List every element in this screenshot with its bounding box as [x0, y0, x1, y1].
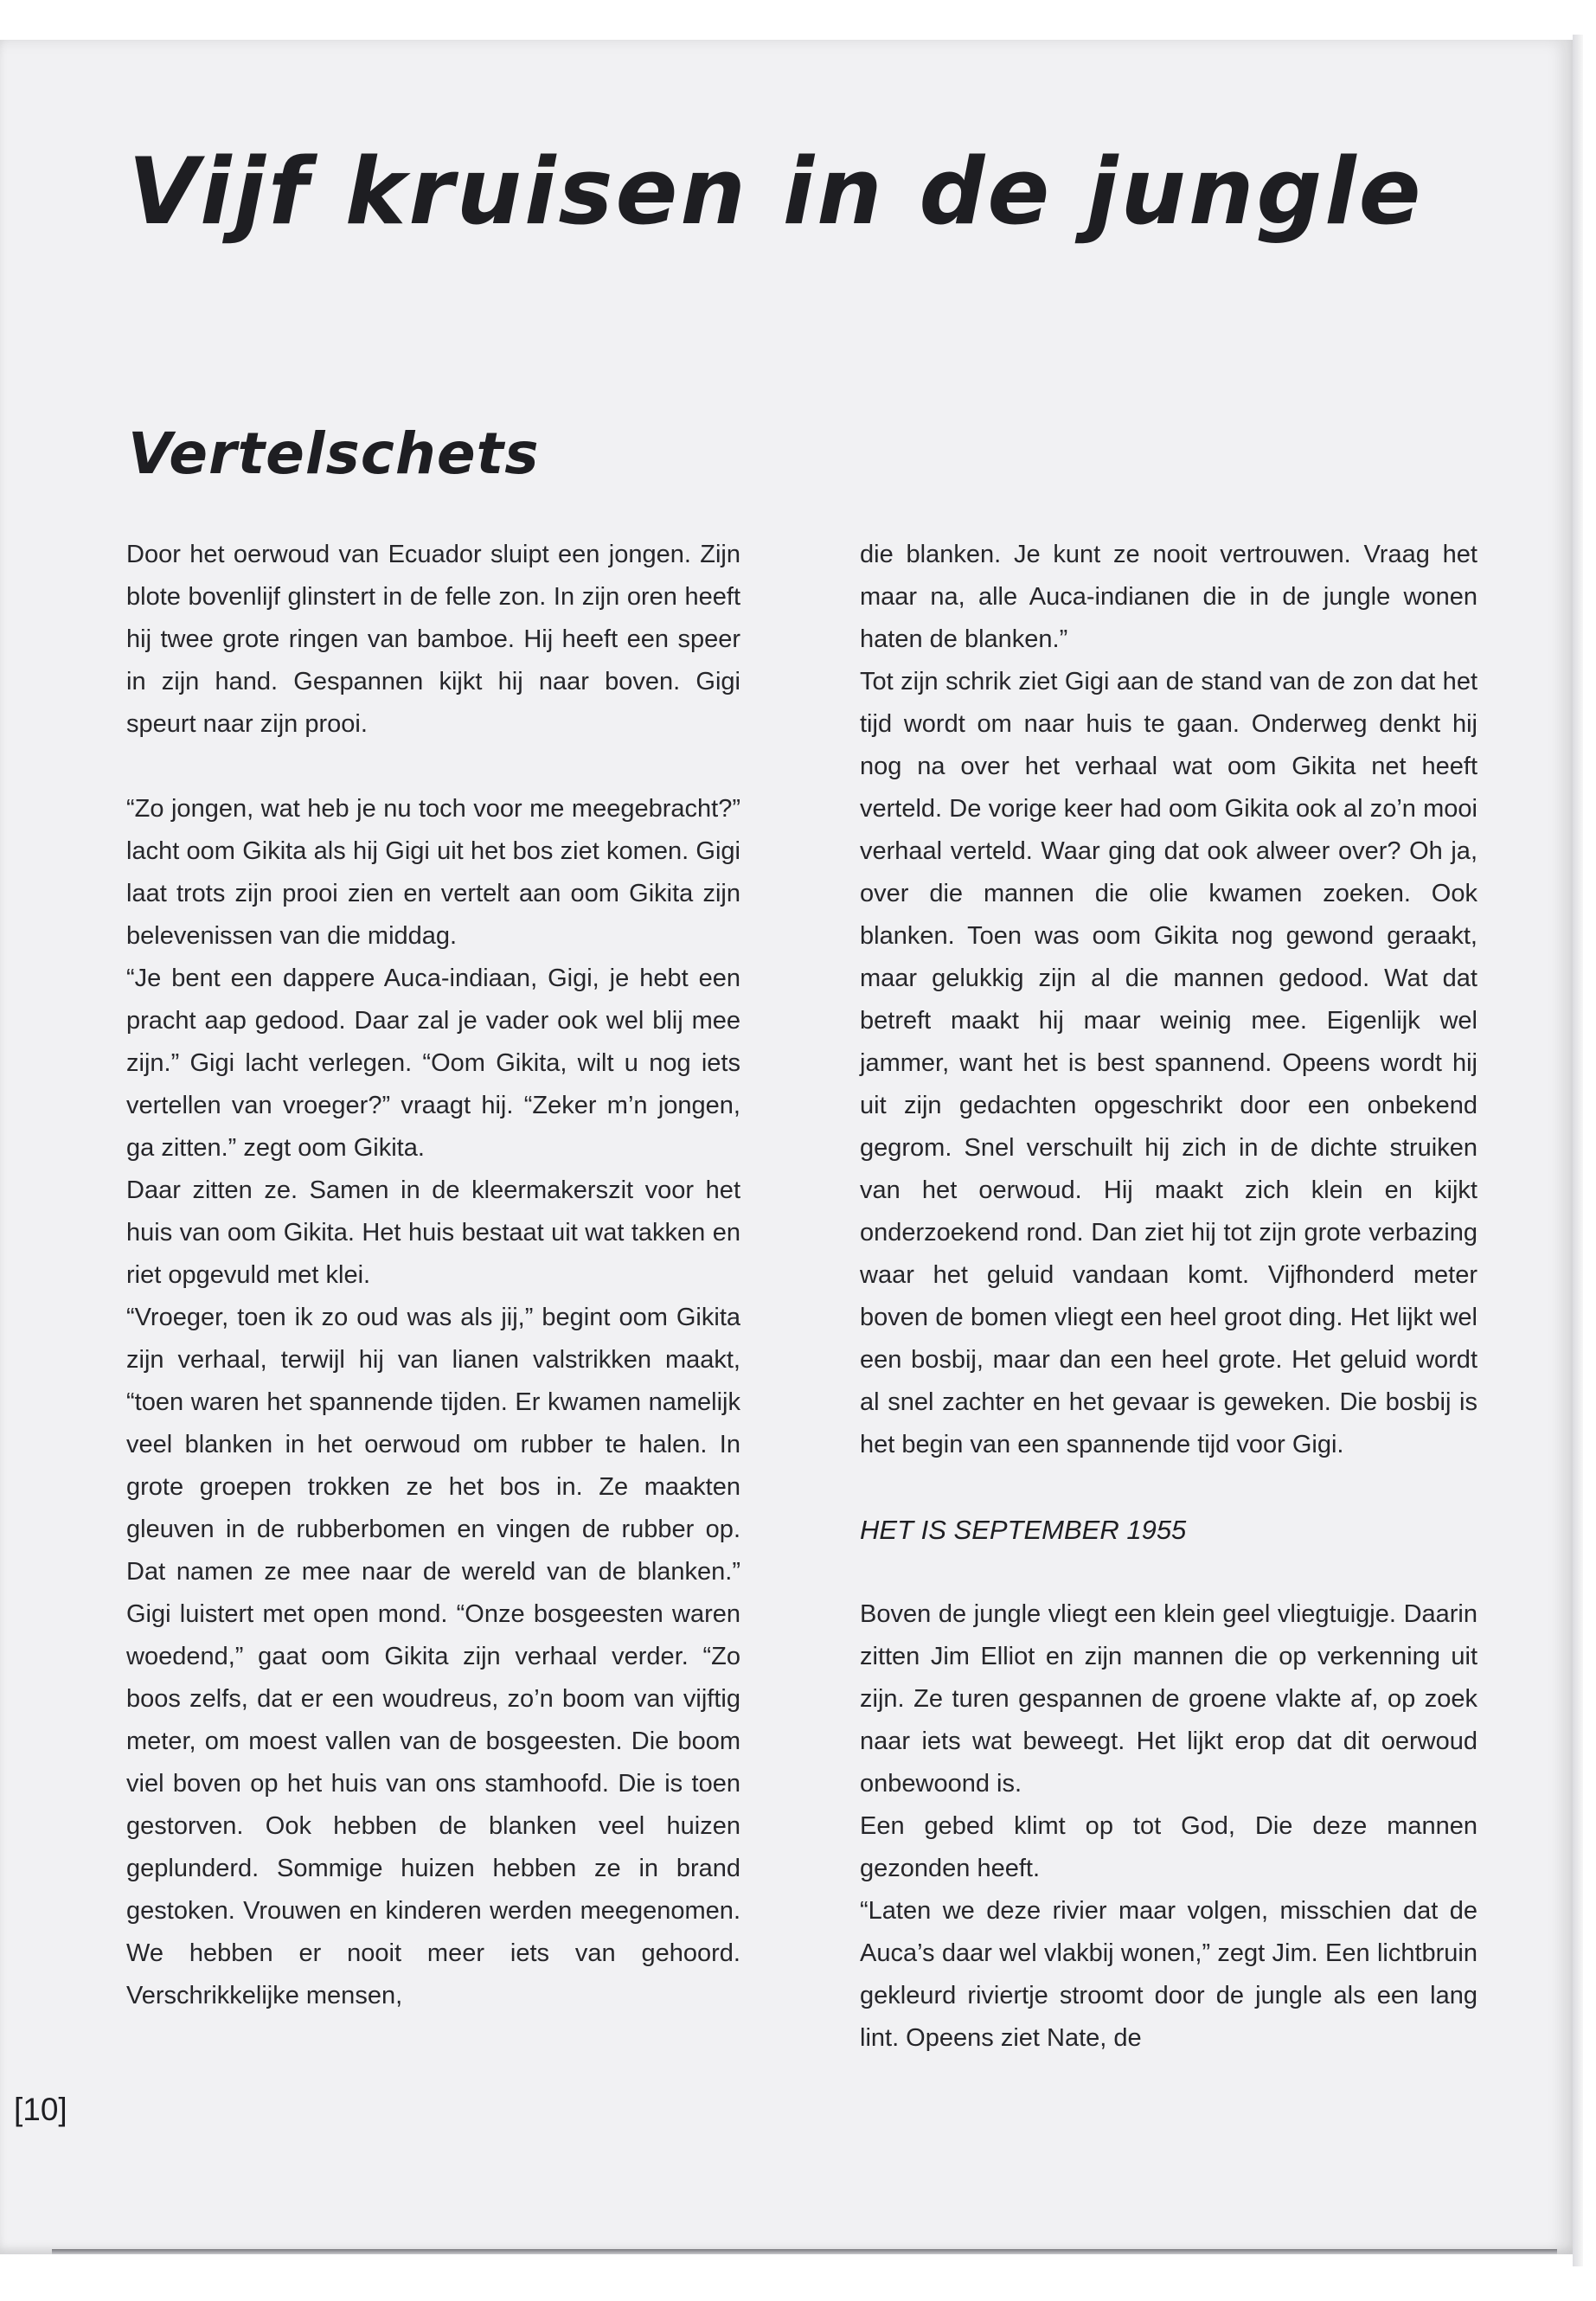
- paragraph: Een gebed klimt op tot God, Die deze mannen gezonden heeft.: [860, 1812, 1477, 1882]
- paragraph: “Zo jongen, wat heb je nu toch voor me meegebracht?” lacht oom Gikita als hij Gigi uit het bos ziet komen. Gigi laat trots zijn prooi zien en vertelt aan oom Gikita zijn belevenissen van die middag.: [126, 795, 740, 950]
- article-title: Vijf kruisen in de jungle: [128, 138, 1424, 245]
- paragraph: Daar zitten ze. Samen in de kleermakerszit voor het huis van oom Gikita. Het huis bestaat uit wat takken en riet opgevuld met klei.: [126, 1176, 740, 1289]
- paragraph: “Laten we deze rivier maar volgen, misschien dat de Auca’s daar wel vlakbij wonen,” zegt Jim. Een lichtbruin gekleurd riviertje stroomt door de jungle als een lang lint. Opeens ziet Nate, de: [860, 1897, 1477, 2052]
- paragraph: Door het oerwoud van Ecuador sluipt een jongen. Zijn blote bovenlijf glinstert in de felle zon. In zijn oren heeft hij twee grote ringen van bamboe. Hij heeft een speer in zijn hand. Gespannen kijkt hij naar boven. Gigi speurt naar zijn prooi.: [126, 541, 740, 738]
- page-number: [10]: [14, 2092, 67, 2127]
- section-heading: HET IS SEPTEMBER 1955: [860, 1515, 1187, 1545]
- right-column: [860, 534, 1477, 2060]
- paragraph: Boven de jungle vliegt een klein geel vliegtuigje. Daarin zitten Jim Elliot en zijn mannen die op verkenning uit zijn. Ze turen gespannen de groene vlakte af, op zoek naar iets wat beweegt. Het lijkt erop dat dit oerwoud onbewoond is.: [860, 1600, 1477, 1798]
- page-edge: [1573, 35, 1583, 2266]
- paragraph: “Vroeger, toen ik zo oud was als jij,” begint oom Gikita zijn verhaal, terwijl hij van lianen valstrikken maakt, “toen waren het spannende tijden. Er kwamen namelijk veel blanken in het oerwoud om rubber te halen. In grote groepen trokken ze het bos in. Ze maakten gleuven in de rubberbomen en vingen de rubber op. Dat namen ze mee naar de wereld van de blanken.” Gigi luistert met open mond. “Onze bosgeesten waren woedend,” gaat oom Gikita zijn verhaal verder. “Zo boos zelfs, dat er een woudreus, zo’n boom van vijftig meter, om moest vallen van de bosgeesten. Die boom viel boven op het huis van ons stamhoofd. Die is toen gestorven. Ook hebben de blanken veel huizen geplunderd. Sommige huizen hebben ze in brand gestoken. Vrouwen en kinderen werden meegenomen. We hebben er nooit meer iets van gehoord. Verschrikkelijke mensen,: [126, 1304, 740, 2009]
- article-subtitle: Vertelschets: [128, 420, 540, 487]
- paragraph: die blanken. Je kunt ze nooit vertrouwen. Vraag het maar na, alle Auca-indianen die in de jungle wonen haten de blanken.”: [860, 541, 1477, 653]
- left-column: [126, 534, 740, 2017]
- bottom-divider: [52, 2249, 1557, 2254]
- paragraph: Tot zijn schrik ziet Gigi aan de stand van de zon dat het tijd wordt om naar huis te gaan. Onderweg denkt hij nog na over het verhaal wat oom Gikita net heeft verteld. De vorige keer had oom Gikita ook al zo’n mooi verhaal verteld. Waar ging dat ook alweer over? Oh ja, over die mannen die olie kwamen zoeken. Ook blanken. Toen was oom Gikita nog gewond geraakt, maar gelukkig zijn al die mannen gedood. Wat dat betreft maakt hij maar weinig mee. Eigenlijk wel jammer, want het is best spannend. Opeens wordt hij uit zijn gedachten opgeschrikt door een onbekend gegrom. Snel verschuilt hij zich in de dichte struiken van het oerwoud. Hij maakt zich klein en kijkt onderzoekend rond. Dan ziet hij tot zijn grote verbazing waar het geluid vandaan komt. Vijfhonderd meter boven de bomen vliegt een heel groot ding. Het lijkt wel een bosbij, maar dan een heel grote. Het geluid wordt al snel zachter en het gevaar is geweken. Die bosbij is het begin van een spannende tijd voor Gigi.: [860, 668, 1477, 1458]
- paragraph: “Je bent een dappere Auca-indiaan, Gigi, je hebt een pracht aap gedood. Daar zal je vader ook wel blij mee zijn.” Gigi lacht verlegen. “Oom Gikita, wilt u nog iets vertellen van vroeger?” vraagt hij. “Zeker m’n jongen, ga zitten.” zegt oom Gikita.: [126, 965, 740, 1162]
